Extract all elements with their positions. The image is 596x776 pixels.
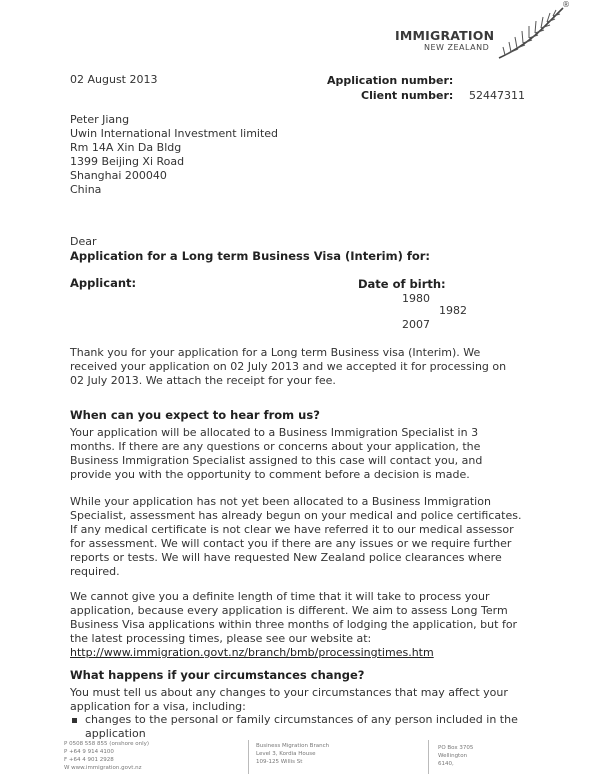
footer-divider (428, 740, 429, 774)
text-line: required. (70, 565, 120, 578)
salutation: Dear (70, 235, 97, 248)
text-line: If any medical certificate is not clear we have referred it to our medical assessor (70, 523, 514, 536)
footer-line: P 0508 558 855 (onshore only) (64, 741, 150, 747)
footer-line: W www.immigration.govt.nz (64, 765, 142, 771)
section2-paragraph-1 (70, 686, 530, 714)
text-line: Business Immigration Specialist assigned to this case will contact you, and (70, 454, 483, 467)
logo-title: IMMIGRATION (395, 28, 495, 43)
bullet-item (85, 713, 530, 741)
footer-line: Wellington (438, 753, 468, 759)
text-line: We cannot give you a definite length of time that it will take to process your (70, 590, 490, 603)
address-line: 1399 Beijing Xi Road (70, 155, 185, 168)
application-number-label: Application number: (327, 74, 454, 87)
footer-postal (438, 744, 473, 768)
text-line: Specialist, assessment has already begun on your medical and police certificates. (70, 509, 522, 522)
recipient-address (70, 113, 530, 197)
address-line: Peter Jiang (70, 113, 130, 126)
text-line: Your application will be allocated to a Business Immigration Specialist in 3 (70, 426, 479, 439)
text-line: provide you with the opportunity to comment before a decision is made. (70, 468, 470, 481)
dob-value: 1982 (439, 304, 467, 317)
text-line: While your application has not yet been allocated to a Business Immigration (70, 495, 491, 508)
dob-value: 1980 (402, 292, 430, 305)
footer-line: Level 3, Kordia House (256, 751, 316, 757)
footer-line: PO Box 3705 (438, 745, 474, 751)
text-line: the latest processing times, please see our website at: (70, 632, 372, 645)
address-line: Shanghai 200040 (70, 169, 167, 182)
address-line: Uwin International Investment limited (70, 127, 279, 140)
text-line: for assessment. We will contact you if there are any issues or we require further (70, 537, 512, 550)
processing-times-link[interactable]: http://www.immigration.govt.nz/branch/bmb/processingtimes.htm (70, 646, 434, 659)
address-line: Rm 14A Xin Da Bldg (70, 141, 182, 154)
text-line: received your application on 02 July 2013 and we accepted it for processing on (70, 360, 507, 373)
client-number-label: Client number: (361, 89, 454, 102)
text-line: changes to the personal or family circumstances of any person included in the (85, 713, 518, 726)
dob-label: Date of birth: (358, 277, 446, 291)
text-line: application, because every application is different. We aim to assess Long Term (70, 604, 508, 617)
intro-paragraph (70, 346, 530, 388)
section-heading-when: When can you expect to hear from us? (70, 408, 320, 422)
section1-paragraph-3 (70, 590, 530, 660)
text-line: months. If there are any questions or concerns about your application, the (70, 440, 481, 453)
footer-branch (256, 742, 329, 766)
logo-subtitle: NEW ZEALAND (424, 43, 490, 52)
text-line: Thank you for your application for a Long term Business visa (Interim). We (70, 346, 481, 359)
footer-line: F +64 4 901 2928 (64, 757, 114, 763)
section1-paragraph-2 (70, 495, 530, 579)
footer-line: Business Migration Branch (256, 743, 330, 749)
registered-mark: ® (562, 0, 570, 9)
dob-value: 2007 (402, 318, 430, 331)
footer-line: 109-125 Willis St (256, 759, 303, 765)
client-number: 52447311 (469, 89, 525, 102)
text-line: application for a visa, including: (70, 700, 246, 713)
footer-line: 6140, (438, 761, 454, 767)
text-line: reports or tests. We will have requested New Zealand police clearances where (70, 551, 502, 564)
letter-subject: Application for a Long term Business Visa (Interim) for: (70, 249, 431, 263)
letter-date: 02 August 2013 (70, 73, 158, 86)
text-line: Business Visa applications within three months of lodging the application, but for (70, 618, 518, 631)
footer-divider (248, 740, 249, 774)
address-line: China (70, 183, 102, 196)
text-line: You must tell us about any changes to your circumstances that may affect your (70, 686, 508, 699)
section1-paragraph-1 (70, 426, 530, 482)
silver-fern-icon (495, 6, 567, 60)
text-line: 02 July 2013. We attach the receipt for your fee. (70, 374, 336, 387)
section-heading-circumstances: What happens if your circumstances change? (70, 668, 365, 682)
applicant-label: Applicant: (70, 276, 137, 290)
text-line: application (85, 727, 146, 740)
bullet-marker (72, 718, 77, 723)
footer-contact (64, 740, 149, 772)
footer-line: P +64 9 914 4100 (64, 749, 114, 755)
